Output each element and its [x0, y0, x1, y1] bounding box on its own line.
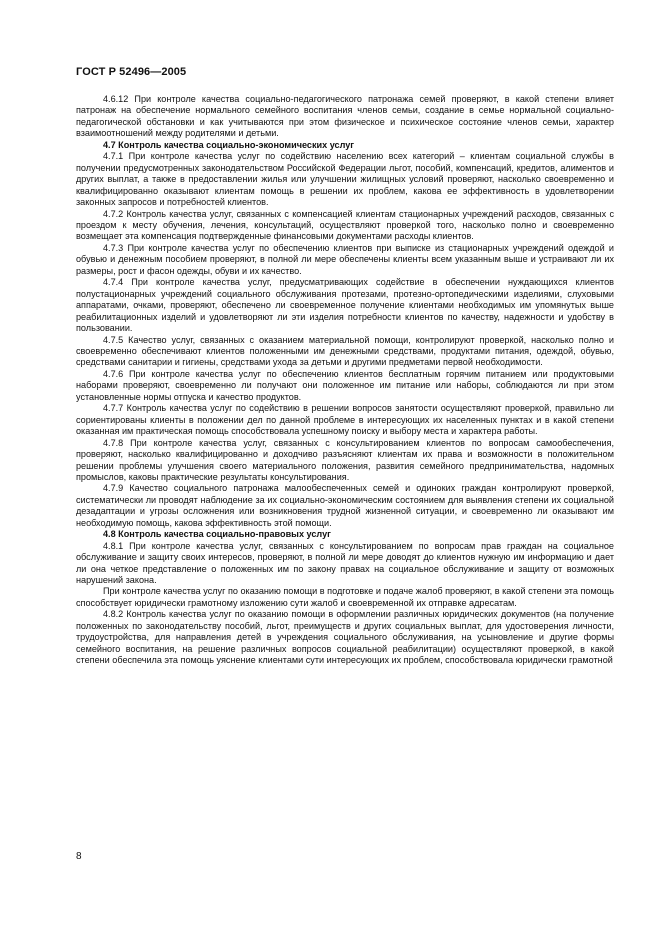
section-heading-4-8: 4.8 Контроль качества социально-правовых услуг [103, 529, 331, 540]
paragraph-4-7-9: 4.7.9 Качество социального патронажа малообеспеченных семей и одиноких граждан контролируют проверкой, систематически ли проводят наблюдение за их социально-экономическим состоянием для выявления степени их социальной дезадаптации и угрозы осложнения или возникновения трудной жизненной ситуации, и своевременно ли оказывают им необходимую помощь, какова эффективность этой помощи. [76, 483, 614, 528]
paragraph-4-8-1: 4.8.1 При контроле качества услуг, связанных с консультированием по вопросам прав граждан на социальное обслуживание и защиту своих интересов, проверяют, в полной ли мере доводят до клиентов нужную им информацию и дает ли она четкое представление о положенных им по закону правах на социальное обслуживание и защиту от возможных нарушений закона. [76, 540, 614, 586]
section-heading-4-7: 4.7 Контроль качества социально-экономических услуг [103, 139, 355, 150]
page-number: 8 [76, 851, 82, 862]
paragraph-4-7-8: 4.7.8 При контроле качества услуг, связанных с консультированием клиентов по вопросам самообеспечения, проверяют, насколько квалифицированно и доходчиво разъясняют клиентам их права и возможности в положительном решении проблемы улучшения своего материального положения, развития семейного предпринимательства, надомных промыслов, каковы практические результаты консультирования. [76, 437, 614, 482]
document-header: ГОСТ Р 52496—2005 [76, 66, 187, 78]
document-body [76, 94, 614, 667]
paragraph-complaints: При контроле качества услуг по оказанию помощи в подготовке и подаче жалоб проверяют, в какой степени эта помощь способствует юридически грамотному изложению сути жалоб и своевременной их отправке адресатам. [76, 586, 614, 608]
paragraph-4-7-4: 4.7.4 При контроле качества услуг, предусматривающих содействие в обеспечении нуждающихся клиентов полустационарных учреждений социального обслуживания протезами, протезно-ортопедическими изделиями, слуховыми аппаратами, очками, проверяют, обеспечено ли своевременное получение клиентами необходимых им упомянутых выше реабилитационных изделий и удовлетворяют ли эти изделия потребности клиентов по качеству, надежности и удобству в пользовании. [76, 277, 614, 334]
paragraph-4-6-12: 4.6.12 При контроле качества социально-педагогического патронажа семей проверяют, в какой степени влияет патронаж на обеспечение нормального семейного воспитания членов семьи, создание в семье нормальной социально-педагогической обстановки и как учитываются при этом физическое и психическое состояние членов семьи, характер взаимоотношений между родителями и детьми. [76, 94, 614, 139]
paragraph-4-7-3: 4.7.3 При контроле качества услуг по обеспечению клиентов при выписке из стационарных учреждений одеждой и обувью и денежным пособием проверяют, в полной ли мере обеспечены клиенты всем указанным выше и устраивают ли их размеры, рост и фасон одежды, обуви и их качество. [76, 242, 614, 276]
paragraph-4-7-7: 4.7.7 Контроль качества услуг по содействию в решении вопросов занятости осуществляют проверкой, правильно ли сориентированы клиенты в положении дел по данной проблеме в интересующих их населенных пунктах и в какой степени оказанная им практическая помощь способствовала успешному поиску и выбору места и характера работы. [76, 403, 614, 437]
paragraph-4-7-1: 4.7.1 При контроле качества услуг по содействию населению всех категорий – клиентам социальной службы в получении предусмотренных законодательством Российской Федерации льгот, пособий, компенсаций, кредитов, алиментов и других выплат, а также в предоставлении жилья или улучшении жилищных условий проверяют, насколько своевременно и квалифицированно оказывают клиентам помощь в решении их проблем, какова ее эффективность в удовлетворении законных запросов и потребностей клиентов. [76, 151, 614, 208]
paragraph-4-7-5: 4.7.5 Качество услуг, связанных с оказанием материальной помощи, контролируют проверкой, насколько полно и своевременно обеспечивают клиентов положенными им денежными средствами, продуктами питания, одеждой, обувью, средствами санитарии и гигиены, средствами ухода за детьми и другими предметами первой необходимости. [76, 334, 614, 368]
paragraph-4-8-2: 4.8.2 Контроль качества услуг по оказанию помощи в оформлении различных юридических документов (на получение положенных по законодательству пособий, льгот, преимуществ и других социальных выплат, для удостоверения личности, трудоустройства, для направления детей в учреждения социального обслуживания, на усыновление и другие формы семейного воспитания, на решение различных вопросов социальной реабилитации) осуществляют проверкой, в какой степени обеспечила эта помощь уяснение клиентами сути интересующих их проблем, способствовала юридически грамотной [76, 609, 614, 666]
paragraph-4-7-2: 4.7.2 Контроль качества услуг, связанных с компенсацией клиентам стационарных учреждений расходов, связанных с проездом к месту обучения, лечения, консультаций, осуществляют проверкой того, насколько полно и своевременно возмещает эта компенсация подтвержденные финансовыми документами расходы клиентов. [76, 208, 614, 242]
paragraph-4-7-6: 4.7.6 При контроле качества услуг по обеспечению клиентов бесплатным горячим питанием или продуктовыми наборами проверяют, своевременно ли получают они положенное им питание или наборы, соблюдаются ли при этом установленные нормы отпуска и качество продуктов. [76, 368, 614, 402]
